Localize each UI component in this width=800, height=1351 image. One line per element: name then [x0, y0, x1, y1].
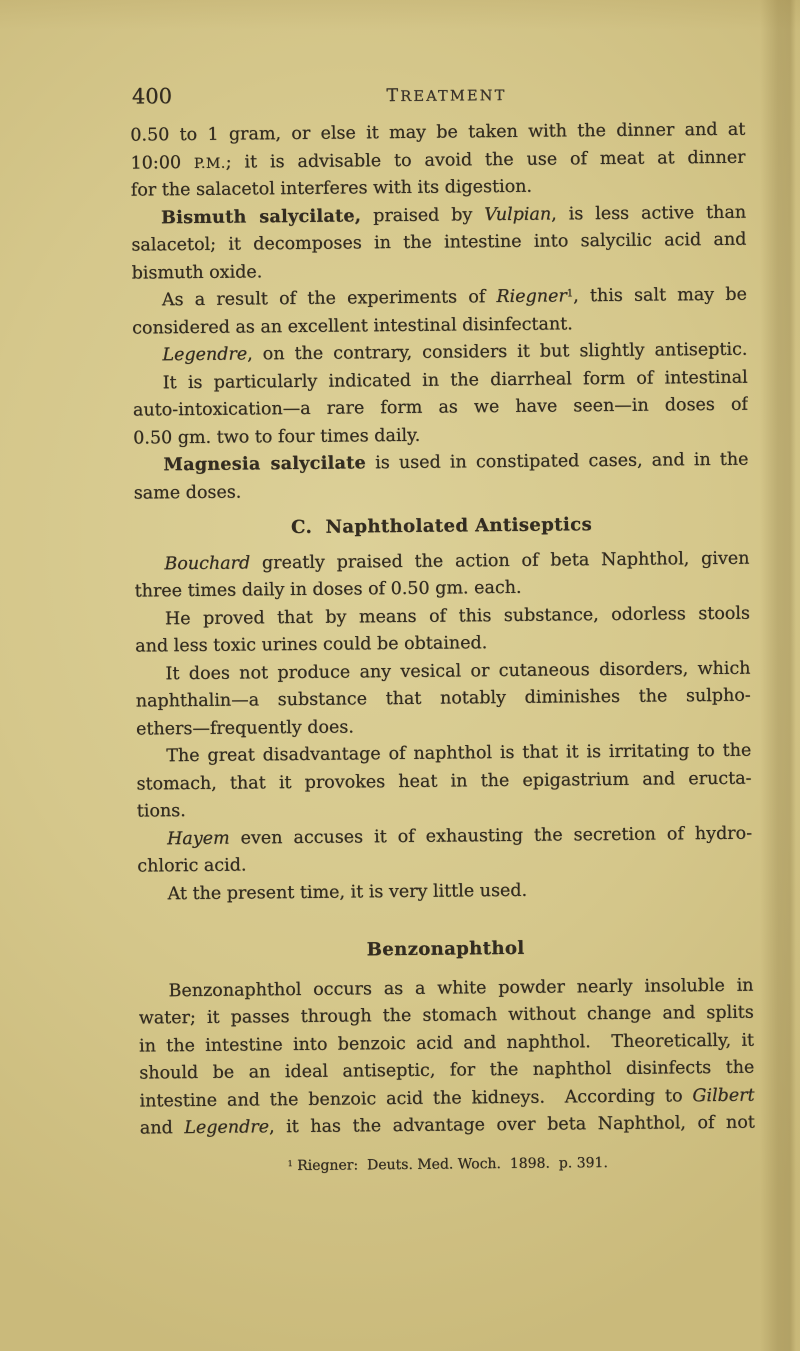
text-run: Bismuth salycilate,	[161, 205, 362, 228]
text-run: ethers—frequently does.	[135, 716, 355, 740]
text-run: He proved that by means of this substance, odorless stools	[164, 603, 751, 629]
text-run: greatly praised the action of beta Naphthol, given	[250, 548, 750, 573]
text-line	[133, 392, 748, 425]
text-run: considered as an excellent intestinal disinfectant.	[132, 313, 573, 339]
text-run: It is particularly indicated in the diarrheal form of intestinal	[162, 367, 748, 393]
text-line	[136, 683, 751, 716]
text-block	[130, 117, 755, 1179]
running-head-title: TREATMENT	[386, 85, 507, 107]
text-run: for the salacetol interferes with its digestion.	[130, 176, 533, 201]
text-run: Hayem	[166, 828, 230, 849]
text-run: tions.	[136, 801, 186, 822]
text-run: P.M.	[193, 155, 226, 172]
section-heading	[134, 510, 749, 543]
text-line	[134, 474, 749, 507]
text-run: Riegner	[496, 286, 567, 308]
text-run: intestine and the benzoic acid the kidneys. According to	[139, 1085, 693, 1112]
text-run: is used in constipated cases, and in the	[365, 449, 749, 474]
text-run: water; it passes through the stomach without change and splits	[138, 1002, 754, 1029]
text-run: 0.50 to 1 gram, or else it may be taken with the dinner and at	[130, 119, 746, 146]
text-run: should be an ideal antiseptic, for the naphthol disinfects the	[139, 1057, 755, 1084]
subsection-heading	[138, 933, 753, 966]
text-run: ; it is advisable to avoid the use of meat at dinner	[225, 147, 746, 173]
text-run: chloric acid.	[137, 855, 247, 877]
text-line	[136, 765, 751, 798]
text-line	[137, 875, 752, 908]
text-run: in the intestine into benzoic acid and naphthol. Theoretically, it	[138, 1030, 755, 1057]
text-line	[133, 447, 748, 480]
text-run: three times daily in doses of 0.50 gm. each.	[134, 577, 522, 602]
text-run: , this salt may be	[573, 284, 747, 307]
text-run: and	[139, 1118, 185, 1139]
text-run: and less toxic urines could be obtained.	[135, 633, 488, 657]
page-number: 400	[131, 84, 173, 109]
text-run: Riegner: Deuts. Med. Woch. 1898. p. 391.	[292, 1154, 608, 1174]
text-run: Benzonaphthol	[366, 937, 525, 961]
text-run: even accuses it of exhausting the secretion of hydro-	[229, 823, 753, 849]
text-run: auto-intoxication—a rare form as we have seen—in doses of	[132, 394, 749, 421]
text-run: C. Naphtholated Antiseptics	[291, 514, 593, 539]
text-run: Benzonaphthol occurs as a white powder nearly insoluble in	[168, 975, 754, 1001]
text-run: Vulpian	[484, 204, 552, 225]
text-run: It does not produce any vesical or cutaneous disorders, which	[165, 658, 751, 684]
footnote	[140, 1149, 755, 1179]
text-run: At the present time, it is very little used.	[167, 880, 528, 904]
text-run: salacetol; it decomposes in the intestine into salycilic acid and	[131, 229, 747, 256]
text-run: Magnesia salycilate	[163, 453, 367, 476]
text-run: Bouchard	[164, 552, 251, 574]
text-run: Legendre	[184, 1117, 270, 1139]
footnote-marker: 1	[287, 1157, 293, 1168]
text-run: , on the contrary, considers it but slightly antiseptic.	[247, 339, 748, 365]
footnote-marker: 1	[566, 288, 574, 300]
text-line	[140, 1110, 755, 1143]
text-run: Legendre	[162, 344, 248, 366]
text-run: As a result of the experiments of	[161, 287, 497, 311]
text-run: 0.50 gm. two to four times daily.	[133, 425, 421, 449]
text-run: praised by	[361, 204, 485, 226]
text-run: same doses.	[133, 482, 242, 504]
text-run: 10:00	[130, 152, 195, 174]
running-header	[130, 79, 745, 112]
text-run: naphthalin—a substance that notably diminishes the sulpho-	[135, 685, 751, 712]
text-run: bismuth oxide.	[131, 261, 263, 284]
text-run: stomach, that it provokes heat in the epigastrium and eructa-	[136, 768, 752, 795]
text-run: , it has the advantage over beta Naphthol, of not	[268, 1112, 755, 1138]
text-run: Gilbert	[692, 1085, 755, 1106]
text-run: The great disadvantage of naphthol is that it is irritating to the	[166, 740, 752, 767]
text-run: , is less active than	[551, 202, 747, 225]
